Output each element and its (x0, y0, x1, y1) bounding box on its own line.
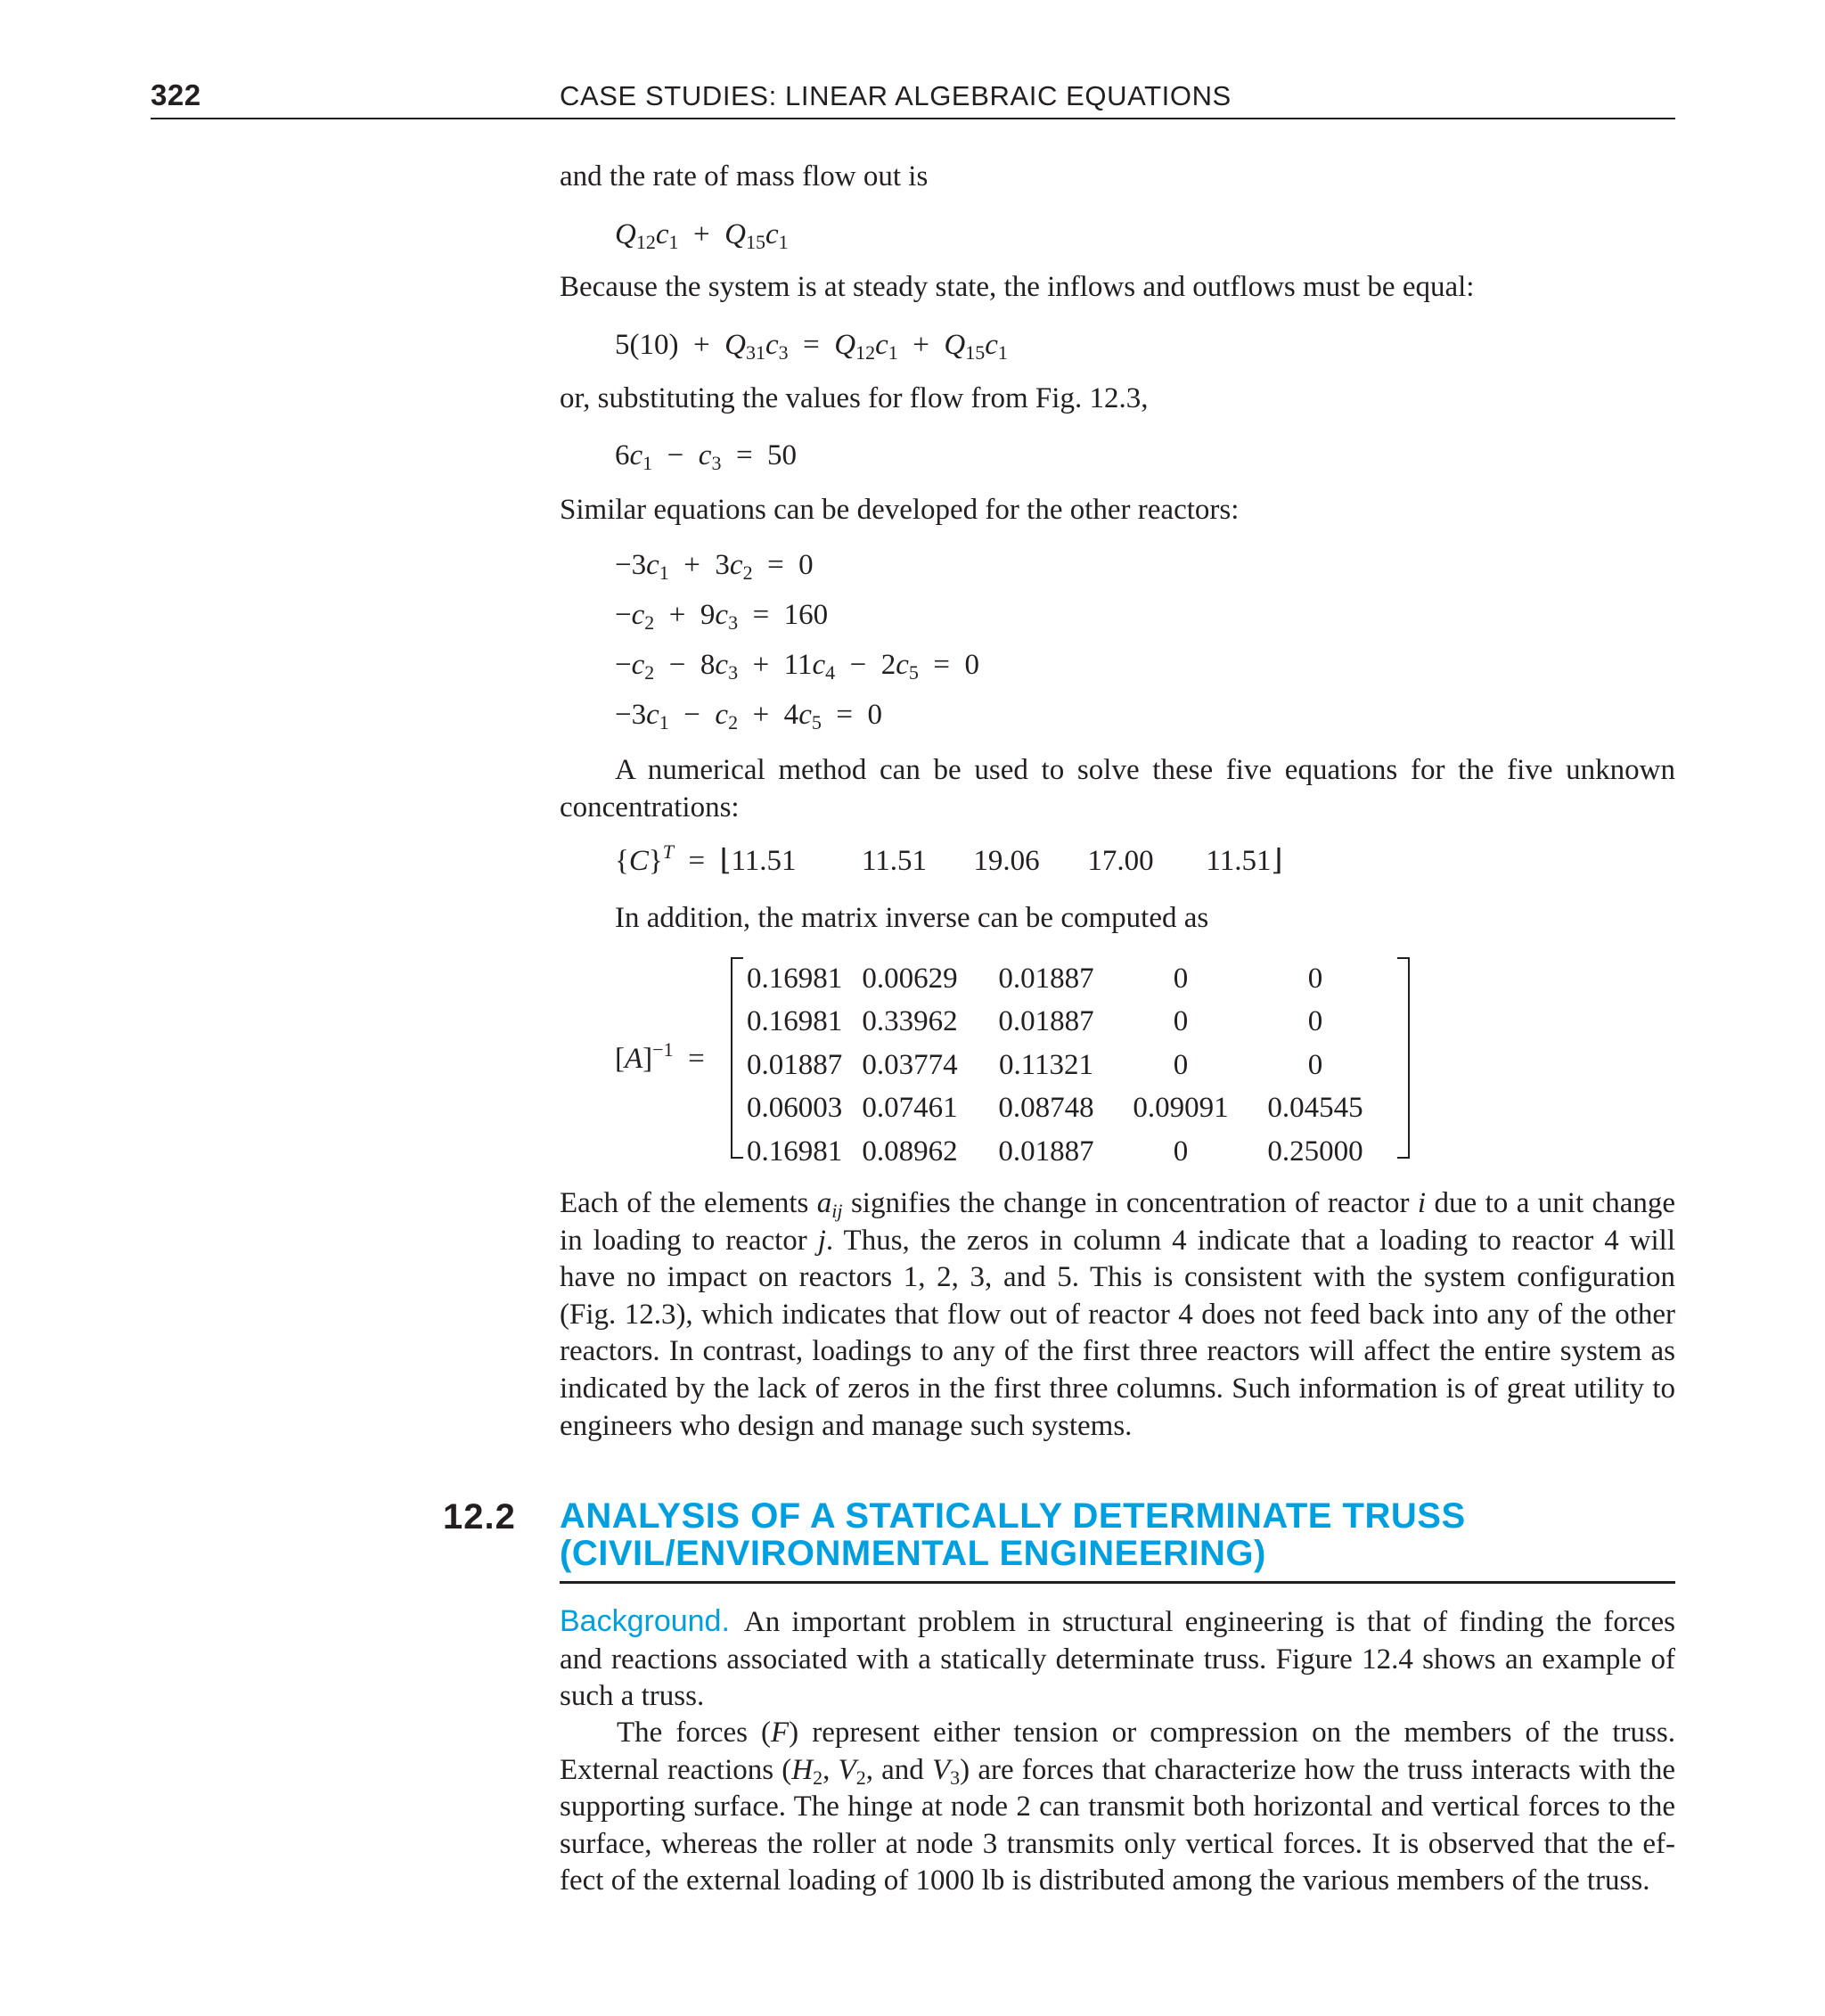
matrix-cell: 0.08748 (998, 1092, 1094, 1125)
matrix-cell: 0.16981 (747, 1005, 843, 1038)
inverse-matrix (747, 957, 1385, 1174)
background-paragraph-2: The forces (F) represent either tension or compression on the members of the truss. External reactions ($H_2$, $V_2$, and $V_3$) are forces that characterize how the truss interacts with the supporting surface. The hinge at node 2 can transmit both horizontal and vertical forces to the surface, whereas the roller at node 3 transmits only vertical forces. It is observed that the ef-fect of the external loading of 1000 lb is distributed among the various members of the truss. (560, 1717, 1675, 1897)
equation-reactor-3: $-c_2 + 9c_3 = 160$ (615, 599, 829, 634)
matrix-cell: 0 (1173, 1135, 1189, 1168)
section-rule (560, 1581, 1675, 1584)
matrix-cell: 0.04545 (1267, 1092, 1363, 1125)
section-title-line-1: ANALYSIS OF A STATICALLY DETERMINATE TRUSS (560, 1496, 1466, 1536)
matrix-row (747, 1001, 1385, 1045)
matrix-cell: 0.07461 (862, 1092, 958, 1125)
equation-reactor-2: $-3c_1 + 3c_2 = 0$ (615, 549, 814, 584)
solution-value: 11.51 (731, 845, 797, 877)
matrix-cell: 0 (1173, 1005, 1189, 1038)
equation-balance: $5(10) + Q_{31}c_3 = Q_{12}c_1 + Q_{15}c_1$ (615, 329, 1008, 364)
inverse-matrix-label: $[A]^{-1}$ = (615, 1038, 705, 1075)
matrix-cell: 0.25000 (1267, 1135, 1363, 1168)
matrix-cell: 0.01887 (747, 1048, 843, 1081)
inverse-intro: In addition, the matrix inverse can be computed as (615, 902, 1209, 934)
solution-value: 19.06 (973, 845, 1040, 877)
matrix-cell: 0 (1307, 1048, 1323, 1081)
matrix-right-bracket (1397, 957, 1410, 1159)
section-number: 12.2 (443, 1497, 516, 1537)
equation-reactor-4: $-c_2 - 8c_3 + 11c_4 - 2c_5 = 0$ (615, 649, 980, 684)
matrix-row (747, 1130, 1385, 1174)
matrix-cell: 0.06003 (747, 1092, 843, 1125)
interpretation-paragraph: Each of the elements $a_{ij}$ signifies the change in concentration of reactor i due to a unit change in loading to reactor j. Thus, the zeros in column 4 indicate that a loading to reactor 4 will have no impact on reactors 1, 2, 3, and 5. This is consistent with the system configuration (Fig. 12.3), which indicates that flow out of reactor 4 does not feed back into any of the other reactors. In contrast, loadings to any of the first three reactors will affect the entire system as indicated by the lack of zeros in the first three columns. Such information is of great utility to engineers who design and manage such systems. (560, 1187, 1675, 1442)
matrix-cell: 0.11321 (998, 1048, 1094, 1081)
matrix-cell: 0 (1307, 962, 1323, 995)
similar-text: Similar equations can be developed for the other reactors: (560, 494, 1240, 526)
equation-reactor-5: $-3c_1 - c_2 + 4c_5 = 0$ (615, 699, 882, 733)
matrix-cell: 0.03774 (862, 1048, 958, 1081)
mass-flow-intro: and the rate of mass flow out is (560, 160, 929, 193)
matrix-cell: 0.01887 (998, 1135, 1094, 1168)
matrix-cell: 0.01887 (998, 1005, 1094, 1038)
matrix-cell: 0.16981 (747, 1135, 843, 1168)
matrix-row (747, 1044, 1385, 1087)
equation-outflow: $Q_{12}c_1 + Q_{15}c_1$ (615, 218, 789, 253)
steady-state-text: Because the system is at steady state, the inflows and outflows must be equal: (560, 271, 1475, 303)
matrix-row (747, 957, 1385, 1001)
matrix-cell: 0.00629 (862, 962, 958, 995)
background-paragraph-1: Background. An important problem in structural engineering is that of finding the forces and reactions associated with a statically determinate truss. Figure 12.4 shows an example of such a truss. (560, 1604, 1675, 1713)
matrix-cell: 0.33962 (862, 1005, 958, 1038)
section-title (560, 1497, 1466, 1572)
equation-reactor-1: $6c_1 - c_3 = 50$ (615, 439, 798, 474)
solve-paragraph-line-2: concentrations: (560, 791, 740, 824)
matrix-cell: 0 (1173, 962, 1189, 995)
header-rule (151, 118, 1675, 119)
solution-value: 11.51 (861, 845, 927, 877)
substituting-text: or, substituting the values for flow from Fig. 12.3, (560, 382, 1149, 414)
running-head: CASE STUDIES: LINEAR ALGEBRAIC EQUATIONS (560, 80, 1232, 111)
matrix-cell: 0.16981 (747, 962, 843, 995)
page-number: 322 (151, 78, 201, 111)
background-label: Background. (560, 1604, 730, 1638)
matrix-left-bracket (731, 957, 743, 1159)
section-title-line-2: (CIVIL/ENVIRONMENTAL ENGINEERING) (560, 1534, 1266, 1573)
matrix-cell: 0 (1307, 1005, 1323, 1038)
matrix-cell: 0.09091 (1133, 1092, 1229, 1125)
solution-value: 17.00 (1087, 845, 1154, 877)
matrix-cell: 0.08962 (862, 1135, 958, 1168)
solution-value: 11.51 (1206, 845, 1272, 877)
solution-vector: $\{C\}^T$ = ⌊11.51 11.51 19.06 17.00 11.51⌋ (615, 840, 1283, 877)
matrix-cell: 0 (1173, 1048, 1189, 1081)
matrix-cell: 0.01887 (998, 962, 1094, 995)
matrix-row (747, 1087, 1385, 1131)
solve-paragraph-line-1: A numerical method can be used to solve these five equations for the five unknown (615, 754, 1675, 786)
